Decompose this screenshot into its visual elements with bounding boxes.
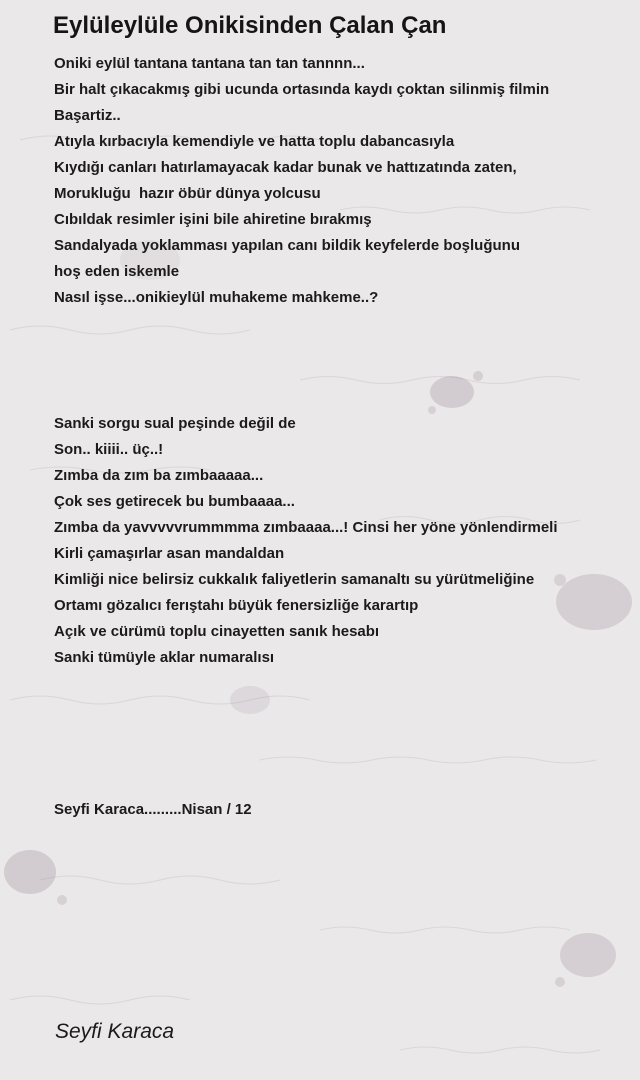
poem-line: Kirli çamaşırlar asan mandaldan <box>54 545 285 562</box>
poem-line: Morukluğu hazır öbür dünya yolcusu <box>54 185 321 202</box>
poem-line: Oniki eylül tantana tantana tan tan tannnn... <box>54 55 365 72</box>
poem-line: Son.. kiiii.. üç..! <box>54 441 164 458</box>
poem-line: Başartiz.. <box>54 107 121 124</box>
poem-line: Cıbıldak resimler işini bile ahiretine bırakmış <box>54 211 372 228</box>
poem-line: Zımba da zım ba zımbaaaaa... <box>54 467 264 484</box>
poem-line: Kıydığı canları hatırlamayacak kadar bunak ve hattızatında zaten, <box>54 159 517 176</box>
poem-line: Açık ve cürümü toplu cinayetten sanık hesabı <box>54 623 380 640</box>
poem-line: Ortamı gözalıcı ferıştahı büyük fenersizliğe karartıp <box>54 597 419 614</box>
poem-line: Çok ses getirecek bu bumbaaaa... <box>54 493 295 510</box>
poem-line: Zımba da yavvvvvrummmma zımbaaaa...! Cinsi her yöne yönlendirmeli <box>54 519 558 536</box>
poem-line: Nasıl işse...onikieylül muhakeme mahkeme..? <box>54 289 379 306</box>
poem-line: Sanki sorgu sual peşinde değil de <box>54 415 296 432</box>
poem-line: Bir halt çıkacakmış gibi ucunda ortasında kaydı çoktan silinmiş filmin <box>54 81 550 98</box>
stanza-2 <box>54 411 634 671</box>
poem-title: Eylüleylüle Onikisinden Çalan Çan <box>53 12 447 39</box>
stanza-1 <box>54 51 634 311</box>
poem-line: Sanki tümüyle aklar numaralısı <box>54 649 275 666</box>
poem-line: Sandalyada yoklamması yapılan canı bildik keyfelerde boşluğunu <box>54 237 520 254</box>
poem-line: hoş eden iskemle <box>54 263 180 280</box>
poem-signature: Seyfi Karaca.........Nisan / 12 <box>54 801 252 818</box>
author-name: Seyfi Karaca <box>55 1020 175 1043</box>
poem-line: Atıyla kırbacıyla kemendiyle ve hatta toplu dabancasıyla <box>54 133 455 150</box>
poem-line: Kimliği nice belirsiz cukkalık faliyetlerin samanaltı su yürütmeliğine <box>54 571 535 588</box>
